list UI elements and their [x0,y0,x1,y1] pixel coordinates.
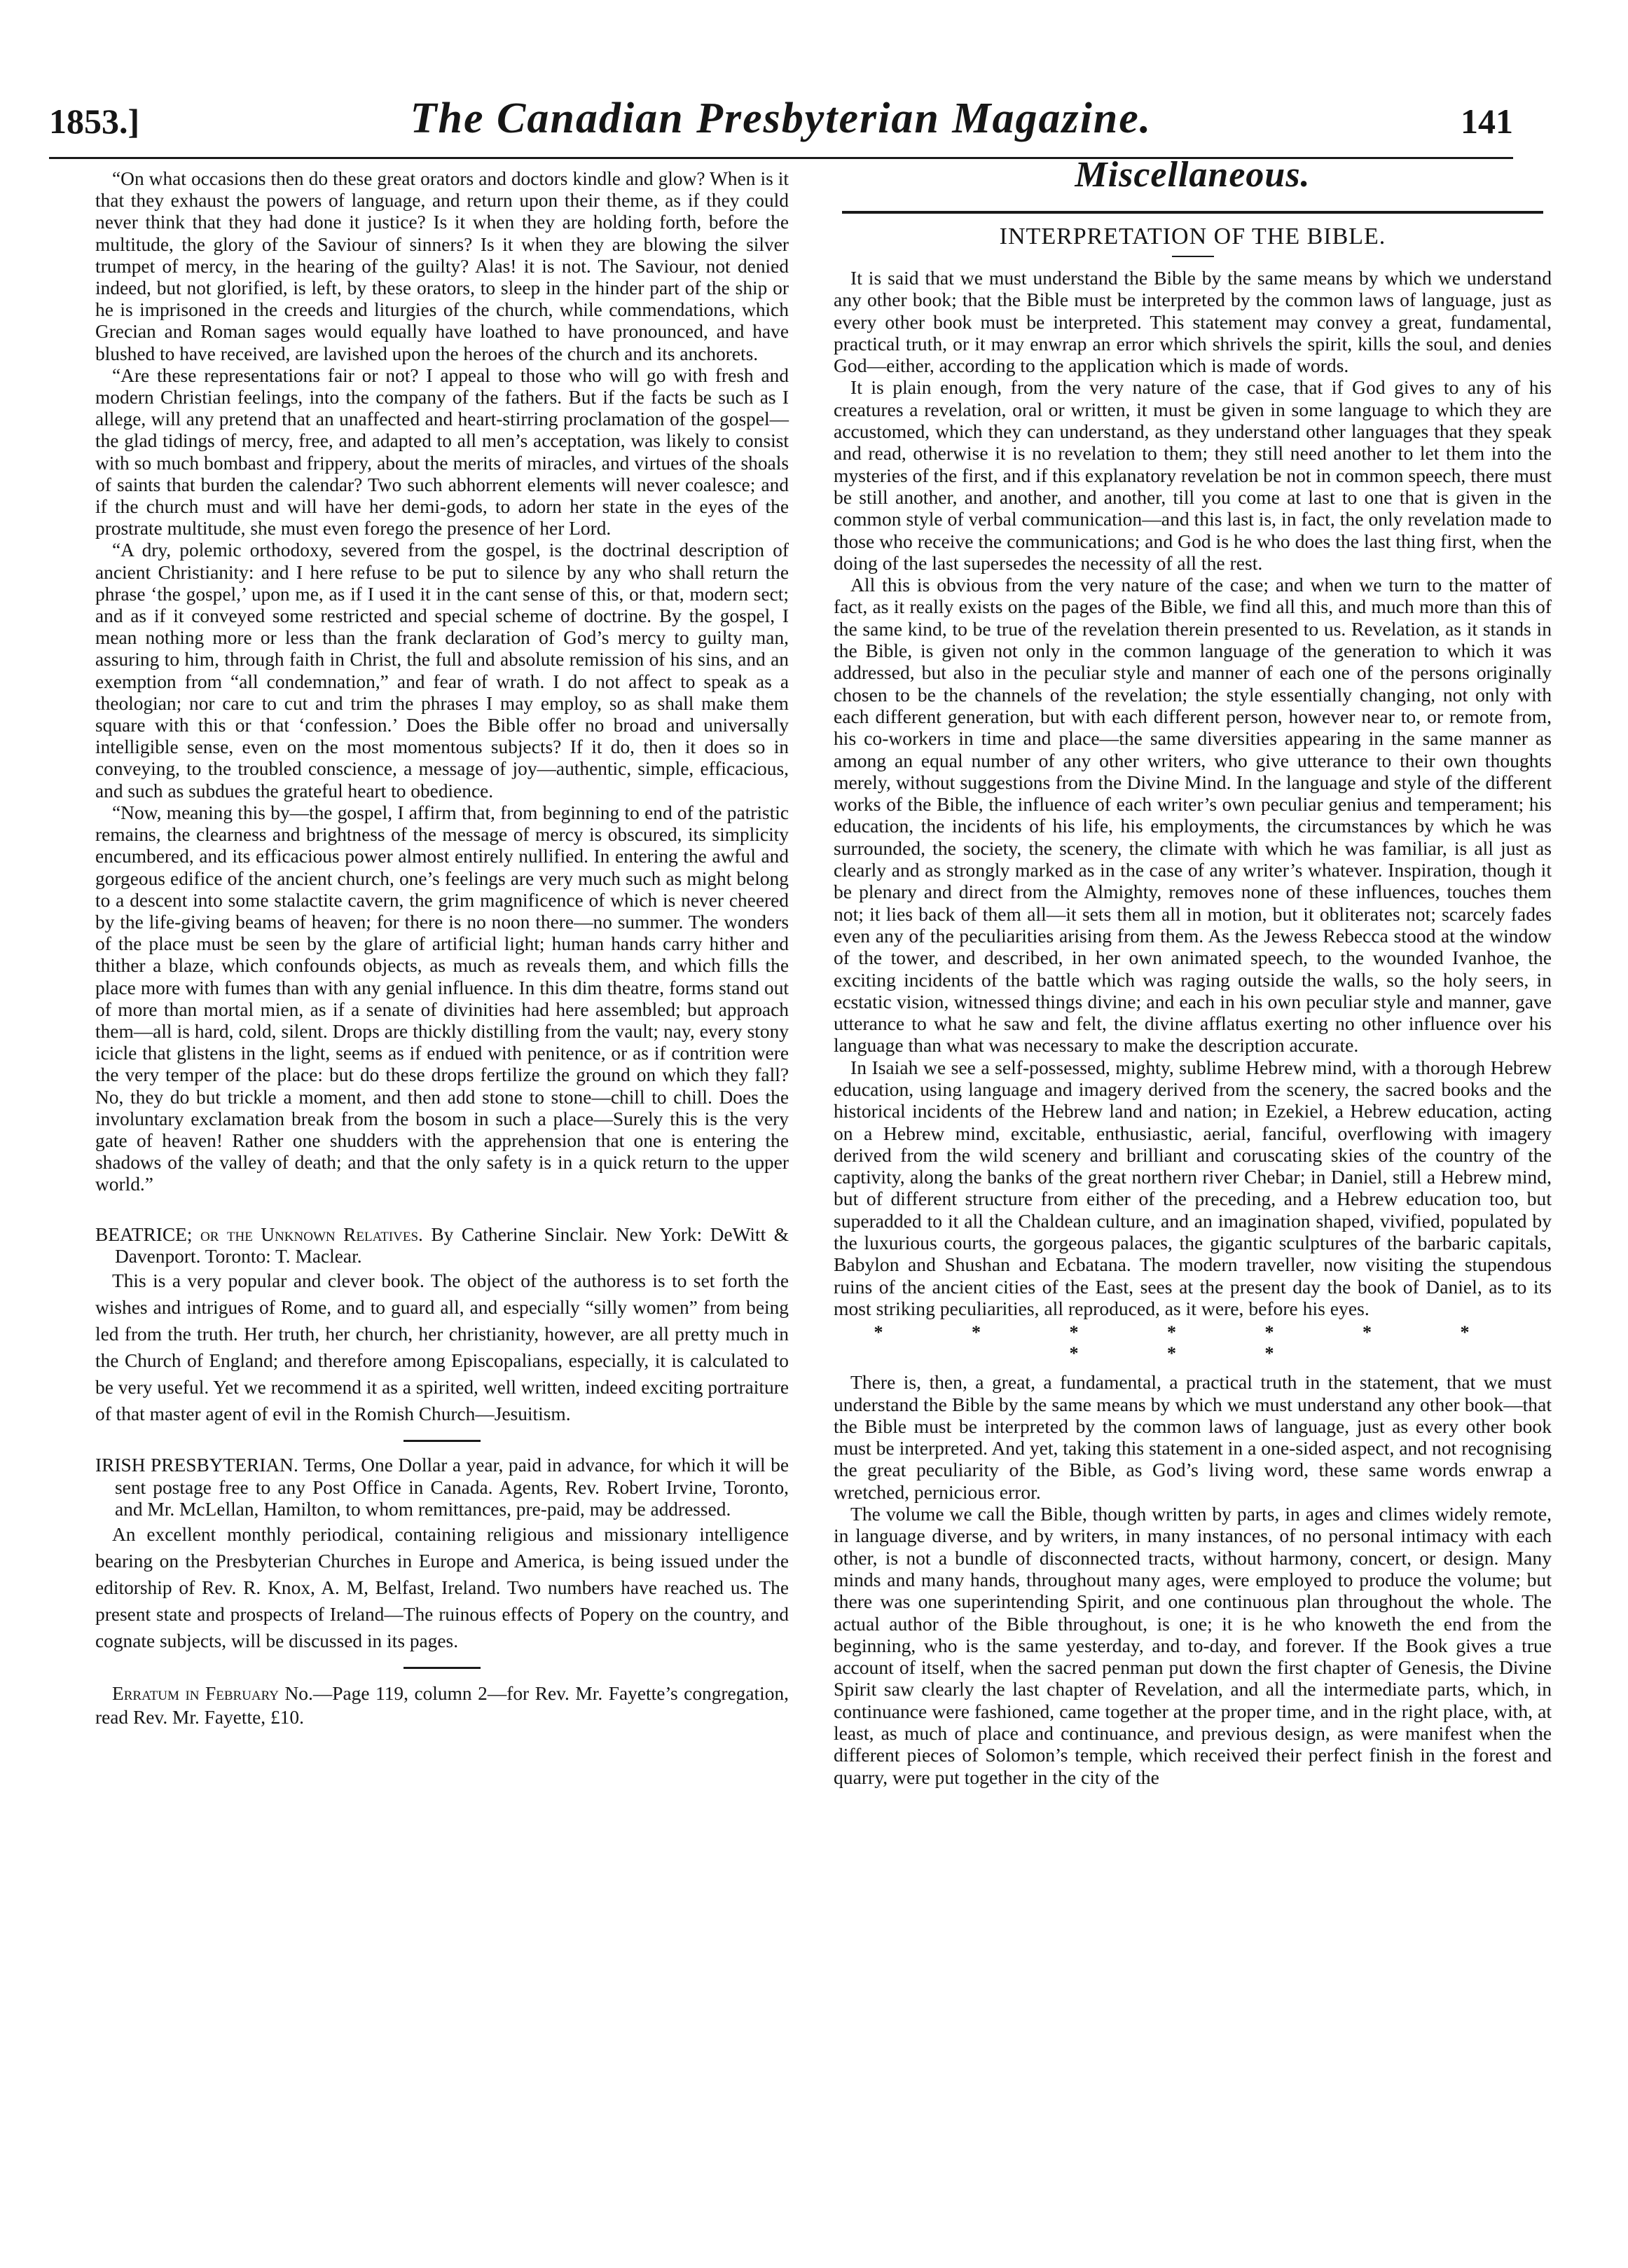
article-paragraph: All this is obvious from the very nature of the case; and when we turn to the matter of fact, as it really exists on the pages of the Bible, we find all this, and much more than this of the same kind, to be true of the revelation therein presented to us. Revelation, as it stands in the Bible, is given not only in the common language of the generation to which it was addressed, but also in the peculiar style and manner of each one of the persons originally chosen to be the channels of the revelation; the style essentially changing, not only with each different generation, but with each different person, however near to, or remote from, his co-workers in time and place—the same diversities appearing in the same manner as among an equal number of any other writers, who give utterance to their own thoughts merely, without suggestions from the Divine Mind. In the language and style of the different works of the Bible, the influence of each writer’s own peculiar genius and temperament; his education, the incidents of his life, his employments, the circumstances by which he was surrounded, the society, the scenery, the climate with which he was familiar, is all just as clearly and as strongly marked as in the case of any writer’s whatever. Inspiration, though it be plenary and direct from the Almighty, removes none of these influences, touches them not; it lies back of them all—it sets them all in motion, but it obliterates not; scarcely fades even any of the peculiarities arising from them. As the Jewess Rebecca stood at the window of the tower, and described, in her own animated speech, to the wounded Ivanhoe, the exciting incidents of the battle which was raging outside the walls, so the holy seers, in ecstatic vision, witnessed things divine; and each in his own peculiar style and manner, gave utterance to what he saw and felt, the divine afflatus exerting no other influence over his language than what was necessary to make the description accurate. [834,574,1552,1057]
irish-details: Terms, One Dollar a year, paid in advance, for which it will be sent postage free to any Post Office in Canada. Agents, Rev. Robert Irvine, Toronto, and Mr. McLellan, Hamilton, to whom remittances, pre-paid, may be addressed. [115,1455,789,1520]
left-column [95,168,789,1729]
page-number: 141 [1461,102,1513,141]
article-paragraph: There is, then, a great, a fundamental, a practical truth in the statement, that we must understand the Bible by the same means by which we must understand any other book—that the Bible must be interpreted by the common laws of language, just as every other book must be interpreted. And yet, taking this statement in a one-sided aspect, and not recognising the great peculiarity of the Bible, as God’s living word, these same words enwrap a wretched, pernicious error. [834,1371,1552,1503]
article-paragraph: It is said that we must understand the Bible by the same means by which we understand any other book; that the Bible must be interpreted by the common laws of language, just as every other book must be interpreted. This statement may convey a great, fundamental, practical truth, or it may enwrap an error which shrivels the spirit, kills the soul, and denies God—either, according to the application which is made of words. [834,267,1552,377]
quote-paragraph: “Now, meaning this by—the gospel, I affirm that, from beginning to end of the patristic remains, the clearness and brightness of the message of mercy is obscured, its simplicity encumbered, and its efficacious power almost entirely nullified. In entering the awful and gorgeous edifice of the ancient church, one’s feelings are very much such as might belong to a descent into some stalactite cavern, the grim magnificence of which is never cheered by the life-giving beams of heaven; for there is no noon there—no summer. The wonders of the place must be seen by the glare of artificial light; human hands carry hither and thither a blaze, which confounds objects, as much as reveals them, and which fills the place more with fumes than with any genial influence. In this dim theatre, forms stand out of more than mortal mien, as if a senate of divinities had here assembled; but approach them—all is hard, cold, silent. Drops are thickly distilling from the vault; nay, every stony icicle that glistens in the light, seems as if endued with penitence, or as if contrition were the very temper of the place: but do these drops fertilize the ground on which they fall? No, they do but trickle a moment, and then add stone to stone—chill to chill. Does the involuntary exclamation break from the bosom in such a place—Surely this is the very gate of heaven! Rather one shudders with the apprehension that one is entering the shadows of the valley of death; and that the only safety is in a quick return to the upper world.” [95,802,789,1195]
section-title: Miscellaneous. [1075,155,1311,195]
irish-title: IRISH PRESBYTERIAN. [95,1455,298,1476]
irish-heading [95,1455,789,1520]
beatrice-title: BEATRICE; [95,1223,193,1245]
right-column [834,155,1552,1788]
quote-paragraph: “A dry, polemic orthodoxy, severed from the gospel, is the doctrinal description of ancient Christianity: and I here refuse to be put to silence by any who shall return the phrase ‘the gospel,’ upon me, as if I used it in the cant sense of this, or that, modern sect; and as if it conveyed some restricted and special scheme of doctrine. By the gospel, I mean nothing more or less than the frank declaration of God’s mercy to guilty man, assuring to him, through faith in Christ, the full and absolute remission of his sins, and an exemption from “all condemnation,” and fear of wrath. I do not affect to speak as a theologian; nor care to cut and trim the phrases I may employ, so as shall make them square with this or that ‘confession.’ Does the Bible offer no broad and universally intelligible sense, even on the most momentous subjects? If it do, then it does so in conveying, to the troubled conscience, a message of joy—authentic, simple, efficacious, and such as subdues the grateful heart to obedience. [95,539,789,802]
erratum-note [95,1682,789,1729]
section-rule [842,211,1543,214]
erratum-label: Erratum in February [112,1682,279,1704]
irish-presbyterian-notice [95,1455,789,1654]
article-paragraph: It is plain enough, from the very nature of the case, that if God gives to any of his creatures a revelation, oral or written, it must be given in some language to which they are accustomed, which they can understand, as they understand other languages that they speak and read, otherwise it is no revelation to them; they still need another to let them into the mysteries of the first, and if this explanatory revelation be not in common speech, there must be still another, and another, and another, till you come at last to one that is given in the common style of verbal communication—and this last is, in fact, the only revelation made to those who receive the communications; and God is he who does the last thing first, when the doing of the last supersedes the necessity of all the rest. [834,376,1552,574]
section-divider [403,1440,481,1442]
quote-paragraph: “Are these representations fair or not? I appeal to those who will go with fresh and modern Christian feelings, into the company of the fathers. But if the facts be such as I allege, will any pretend that an unaffected and heart-stirring proclamation of the gospel—the glad tidings of mercy, free, and adapted to all men’s acceptation, was likely to consist with so much bombast and frippery, about the merits of miracles, and virtues of the shoals of saints that burden the calendar? Two such abhorrent elements will never coalesce; and if the church must and will have her demi-gods, to adorn her state in the eyes of the prostrate multitude, she must even forego the presence of her Lord. [95,364,789,539]
beatrice-subtitle: or the Unknown Relatives. [200,1223,423,1245]
beatrice-details: By Catherine Sinclair. New York: DeWitt & Davenport. Toronto: T. Maclear. [115,1223,789,1267]
beatrice-heading [95,1224,789,1268]
title-rule [1172,256,1214,257]
asterism-separator: * * * * * * * * * * [874,1322,1512,1364]
erratum-text: No.—Page 119, column 2—for Rev. Mr. Fayette’s congregation, read Rev. Mr. Fayette, £10. [95,1682,789,1728]
article-paragraph: In Isaiah we see a self-possessed, mighty, sublime Hebrew mind, with a thorough Hebrew education, using language and imagery derived from the scenery, the sacred books and the historical incidents of the Hebrew land and nation; in Ezekiel, a Hebrew education, acting on a Hebrew mind, excitable, enthusiastic, aerial, fanciful, overflowing with imagery derived from the wild scenery and brilliant and coruscating skies of the country of the captivity, along the banks of the great northern river Chebar; in Daniel, still a Hebrew mind, but of different structure from either of the preceding, and a Hebrew education too, but superadded to it all the Chaldean culture, and an imagination shaped, vivified, populated by the luxurious courts, the gorgeous palaces, the gigantic sculptures of the barbaric capitals, Babylon and Shushan and Ecbatana. The modern traveller, now visiting the stupendous ruins of the ancient cities of the East, sees at the present day the book of Daniel, as to its most striking peculiarities, all reproduced, as it were, before his eyes. [834,1056,1552,1319]
irish-review: An excellent monthly periodical, containing religious and missionary intelligence bearing on the Presbyterian Churches in Europe and America, is being issued under the editorship of Rev. R. Knox, A. M, Belfast, Ireland. Two numbers have reached us. The present state and prospects of Ireland—The ruinous effects of Popery on the country, and cognate subjects, will be discussed in its pages. [95,1523,789,1651]
quoted-passage [95,168,789,1196]
quote-paragraph: “On what occasions then do these great orators and doctors kindle and glow? When is it that they exhaust the powers of language, and return upon their theme, as if they could never think that they had done it justice? Is it when they are holding forth, before the multitude, the glory of the Saviour of sinners? Is it when they are blowing the silver trumpet of mercy, in the hearing of the guilty? Alas! it is not. The Saviour, not denied indeed, but not glorified, is left, by these orators, to sleep in the hinder part of the ship or he is imprisoned in the creeds and liturgies of the church, while commendations, which Grecian and Roman sages would equally have loathed to have pronounced, and have blushed to have received, are lavished upon the heroes of the church and its anchorets. [95,168,789,364]
beatrice-review: This is a very popular and clever book. The object of the authoress is to set forth the wishes and intrigues of Rome, and to guard all, and especially “silly women” from being led from the truth. Her truth, her church, her christianity, however, are all pretty much in the Church of England; and therefore among Episcopalians, especially, it is calculated to be very useful. Yet we recommend it as a spirited, well written, indeed exciting portraiture of that master agent of evil in the Romish Church—Jesuitism. [95,1270,789,1425]
beatrice-notice [95,1224,789,1428]
article-paragraph: The volume we call the Bible, though written by parts, in ages and climes widely remote, in language diverse, and by writers, in many instances, of no personal intimacy with each other, is not a bundle of disconnected tracts, without harmony, concert, or design. Many minds and many hands, throughout many ages, were employed to produce the volume; but there was one superintending Spirit, and one continuous plan throughout the whole. The actual author of the Bible throughout, is one; it is he who knoweth the end from the beginning, who is the same yesterday, and to-day, and forever. If the Book gives a true account of itself, when the sacred penman put down the first chapter of Genesis, the Divine Spirit saw clearly the last chapter of Revelation, and all the intermediate parts, which, in continuance were fashioned, came together at the proper time, and in the right place, with, at least, as much of place and continuance, and previous design, as were manifest when the different pieces of Solomon’s temple, which received their perfect finish in the forest and quarry, were put together in the city of the [834,1503,1552,1788]
section-divider [403,1667,481,1669]
page-header [49,90,1513,159]
magazine-title: The Canadian Presbyterian Magazine. [410,95,1152,142]
header-year: 1853.] [49,102,140,141]
article-title: INTERPRETATION OF THE BIBLE. [999,224,1386,249]
